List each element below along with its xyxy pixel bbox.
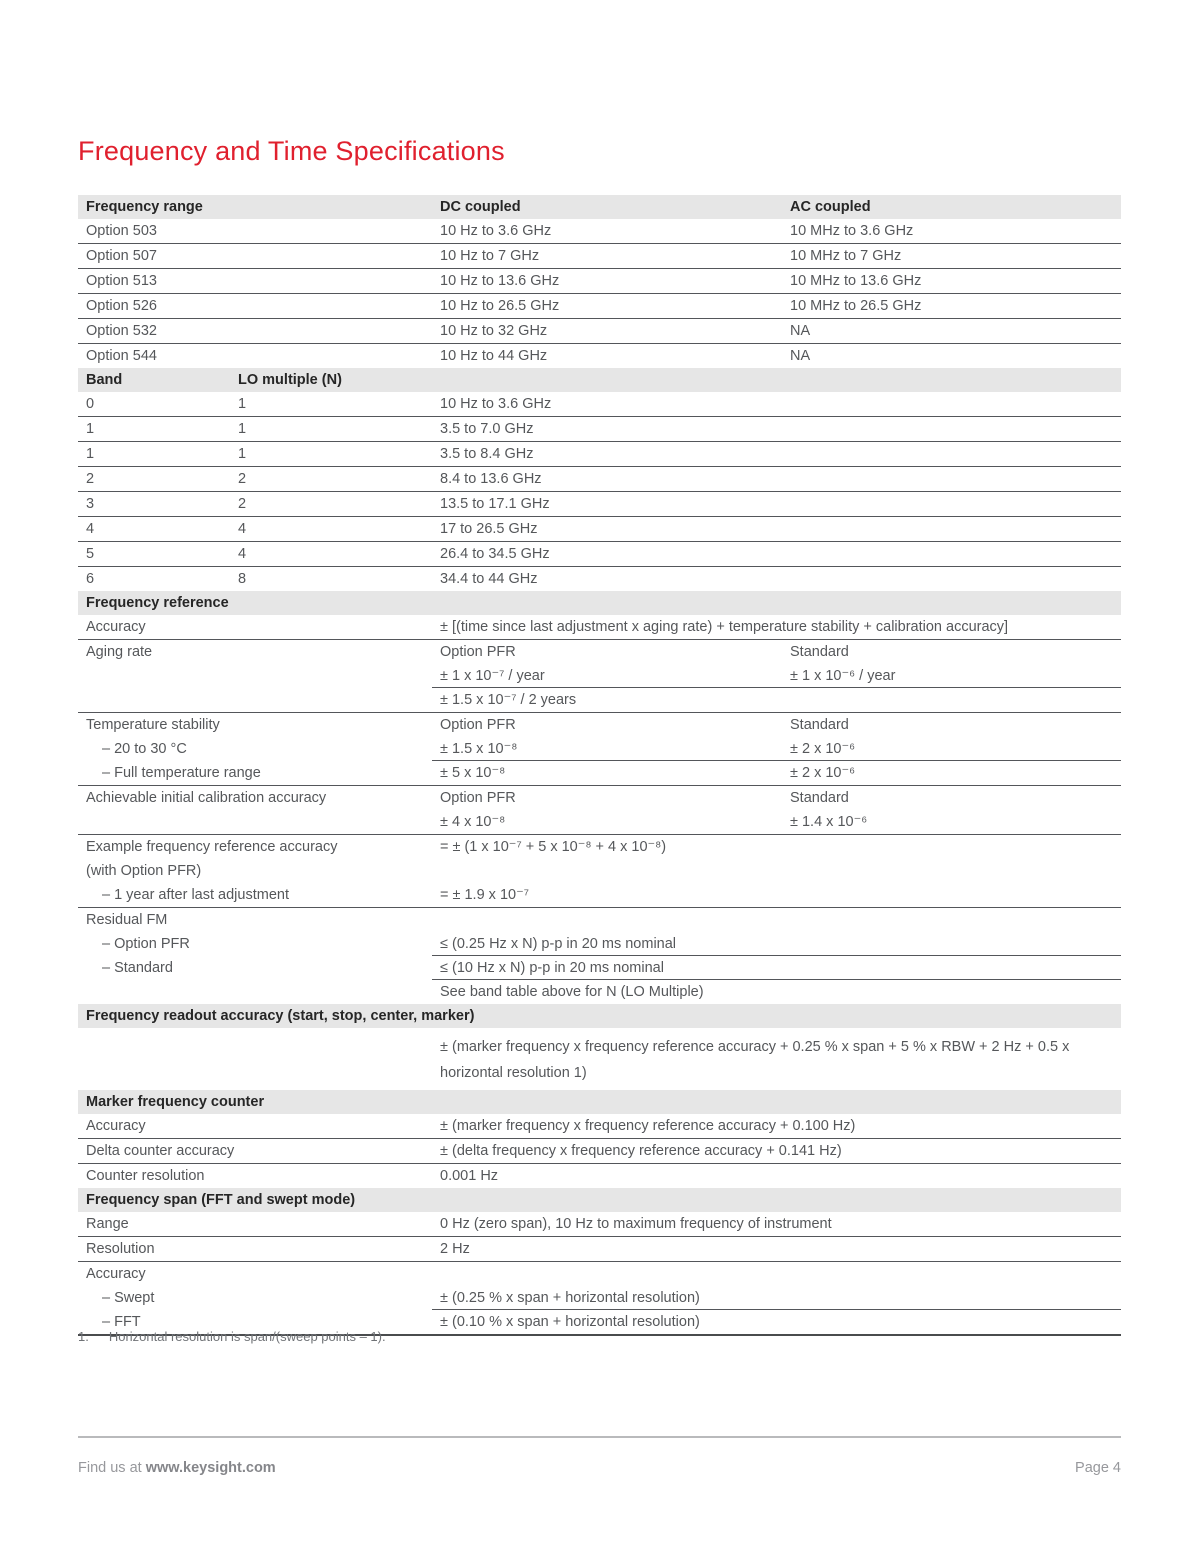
footnote (78, 1329, 386, 1344)
table-row (78, 517, 1121, 542)
cell: 10 Hz to 3.6 GHz (440, 396, 552, 412)
cell: Residual FM (86, 912, 168, 928)
cell: ± 2 x 10⁻⁶ (790, 741, 856, 757)
table-row (78, 1262, 1121, 1286)
table-row (78, 467, 1121, 492)
page-number: Page 4 (1075, 1460, 1121, 1476)
table-row (78, 786, 1121, 810)
cell: Counter resolution (86, 1168, 205, 1184)
cell: 13.5 to 17.1 GHz (440, 496, 550, 512)
spec-table (78, 195, 1121, 1336)
cell: Standard (790, 644, 849, 660)
table-row (78, 688, 1121, 713)
cell: 10 Hz to 7 GHz (440, 248, 540, 264)
table-row (78, 615, 1121, 640)
cell: Standard (790, 717, 849, 733)
cell: ± 1 x 10⁻⁷ / year (440, 668, 545, 684)
cell: ≤ (10 Hz x N) p-p in 20 ms nominal (440, 960, 664, 976)
footnote-text: Horizontal resolution is span/(sweep points – 1). (108, 1329, 386, 1344)
cell: 2 (238, 471, 247, 487)
table-row (78, 883, 1121, 908)
page-title: Frequency and Time Specifications (78, 136, 505, 166)
cell: – Full temperature range (102, 765, 261, 781)
cell: 6 (86, 571, 95, 587)
footer-prefix: Find us at (78, 1460, 146, 1476)
table-row (78, 810, 1121, 835)
cell: = ± (1 x 10⁻⁷ + 5 x 10⁻⁸ + 4 x 10⁻⁸) (440, 839, 667, 855)
table-row (78, 640, 1121, 664)
cell: See band table above for N (LO Multiple) (440, 984, 704, 1000)
table-row (78, 542, 1121, 567)
table-row (78, 417, 1121, 442)
table-row (78, 713, 1121, 737)
cell: ± 1.5 x 10⁻⁷ / 2 years (440, 692, 577, 708)
cell: 3.5 to 8.4 GHz (440, 446, 534, 462)
section-header-row (78, 195, 1121, 219)
column-header: Frequency span (FFT and swept mode) (86, 1192, 356, 1208)
cell: 4 (86, 521, 95, 537)
cell: 8 (238, 571, 247, 587)
table-row (78, 319, 1121, 344)
table-row (78, 1286, 1121, 1310)
column-header: Marker frequency counter (86, 1094, 265, 1110)
cell: Standard (790, 790, 849, 806)
table-row (78, 956, 1121, 980)
column-header: DC coupled (440, 199, 521, 215)
table-row (78, 219, 1121, 244)
cell: Option 526 (86, 298, 157, 314)
table-row (78, 244, 1121, 269)
cell: ± (marker frequency x frequency reference accuracy + 0.100 Hz) (440, 1118, 856, 1134)
cell: ± 5 x 10⁻⁸ (440, 765, 506, 781)
table-row (78, 392, 1121, 417)
table-row (78, 737, 1121, 761)
table-row (78, 761, 1121, 786)
cell: Option 507 (86, 248, 157, 264)
section-header-row (78, 1188, 1121, 1212)
cell: 0 Hz (zero span), 10 Hz to maximum frequency of instrument (440, 1216, 832, 1232)
section-header-row (78, 368, 1121, 392)
cell: 10 MHz to 7 GHz (790, 248, 902, 264)
cell: ± 4 x 10⁻⁸ (440, 814, 506, 830)
footer-website-link[interactable]: www.keysight.com (145, 1460, 276, 1476)
cell: 1 (86, 421, 95, 437)
cell: Example frequency reference accuracy (86, 839, 338, 855)
cell: Range (86, 1216, 129, 1232)
cell: Option PFR (440, 790, 516, 806)
column-header: Frequency reference (86, 595, 229, 611)
cell: NA (790, 323, 811, 339)
table-row (78, 442, 1121, 467)
column-header: LO multiple (N) (238, 372, 342, 388)
cell: Aging rate (86, 644, 153, 660)
table-row (78, 835, 1121, 859)
cell: ± 2 x 10⁻⁶ (790, 765, 856, 781)
cell: ± 1.4 x 10⁻⁶ (790, 814, 868, 830)
cell: – Swept (102, 1290, 155, 1306)
cell: 10 Hz to 26.5 GHz (440, 298, 560, 314)
cell: 10 Hz to 32 GHz (440, 323, 548, 339)
cell: ± 1 x 10⁻⁶ / year (790, 668, 896, 684)
cell: Accuracy (86, 1266, 146, 1282)
footer-find-us (78, 1460, 276, 1476)
cell: 4 (238, 521, 247, 537)
cell: Temperature stability (86, 717, 220, 733)
cell: Option PFR (440, 644, 516, 660)
table-row (78, 1164, 1121, 1188)
cell: Option 544 (86, 348, 157, 364)
cell: ± (marker frequency x frequency reference accuracy + 0.25 % x span + 5 % x RBW + 2 Hz + 0.5 x horizontal resolution 1) (440, 1039, 1070, 1081)
column-header: Frequency range (86, 199, 203, 215)
table-row (78, 269, 1121, 294)
cell: = ± 1.9 x 10⁻⁷ (440, 887, 529, 903)
cell: 1 (238, 446, 247, 462)
cell: Delta counter accuracy (86, 1143, 235, 1159)
cell: 2 (238, 496, 247, 512)
cell: Option 503 (86, 223, 157, 239)
cell: 0.001 Hz (440, 1168, 499, 1184)
cell: 1 (238, 396, 247, 412)
cell: 1 (238, 421, 247, 437)
cell: ≤ (0.25 Hz x N) p-p in 20 ms nominal (440, 936, 677, 952)
table-row (78, 344, 1121, 368)
column-header: Band (86, 372, 123, 388)
section-header-row (78, 1004, 1121, 1028)
cell: – 1 year after last adjustment (102, 887, 289, 903)
cell: Option 513 (86, 273, 157, 289)
table-row (78, 932, 1121, 956)
cell: 10 Hz to 3.6 GHz (440, 223, 552, 239)
table-row (78, 1237, 1121, 1262)
cell: 26.4 to 34.5 GHz (440, 546, 550, 562)
cell: 8.4 to 13.6 GHz (440, 471, 542, 487)
table-row (78, 908, 1121, 932)
table-row (78, 1028, 1121, 1090)
cell: 10 MHz to 3.6 GHz (790, 223, 914, 239)
column-header: AC coupled (790, 199, 871, 215)
page-footer (78, 1436, 1121, 1476)
cell: 10 MHz to 13.6 GHz (790, 273, 922, 289)
table-row (78, 294, 1121, 319)
cell: 2 Hz (440, 1241, 470, 1257)
cell: – Option PFR (102, 936, 190, 952)
cell: Option PFR (440, 717, 516, 733)
cell: ± (0.25 % x span + horizontal resolution) (440, 1290, 700, 1306)
cell: 5 (86, 546, 95, 562)
table-row (78, 1139, 1121, 1164)
footer-divider (78, 1436, 1121, 1438)
column-header: Frequency readout accuracy (start, stop, center, marker) (86, 1008, 475, 1024)
section-header-row (78, 1090, 1121, 1114)
table-row (78, 980, 1121, 1004)
cell: ± [(time since last adjustment x aging rate) + temperature stability + calibration accuracy] (440, 619, 1009, 635)
table-row (78, 664, 1121, 688)
cell: 1 (86, 446, 95, 462)
table-row (78, 1114, 1121, 1139)
cell: Achievable initial calibration accuracy (86, 790, 327, 806)
cell: 10 MHz to 26.5 GHz (790, 298, 922, 314)
table-row (78, 859, 1121, 883)
table-row (78, 492, 1121, 517)
cell: – 20 to 30 °C (102, 741, 187, 757)
table-row (78, 567, 1121, 591)
cell: Accuracy (86, 1118, 146, 1134)
cell: ± (delta frequency x frequency reference accuracy + 0.141 Hz) (440, 1143, 842, 1159)
cell: 34.4 to 44 GHz (440, 571, 538, 587)
cell: 17 to 26.5 GHz (440, 521, 538, 537)
cell: Option 532 (86, 323, 157, 339)
cell: 10 Hz to 13.6 GHz (440, 273, 560, 289)
footnote-marker: 1. (78, 1329, 89, 1344)
cell: – Standard (102, 960, 173, 976)
cell: ± (0.10 % x span + horizontal resolution) (440, 1314, 700, 1330)
cell: Accuracy (86, 619, 146, 635)
cell: 0 (86, 396, 95, 412)
cell: 3 (86, 496, 95, 512)
cell: 4 (238, 546, 247, 562)
cell: – FFT (102, 1314, 141, 1330)
cell: (with Option PFR) (86, 863, 202, 879)
cell: 10 Hz to 44 GHz (440, 348, 548, 364)
cell: NA (790, 348, 811, 364)
cell: 3.5 to 7.0 GHz (440, 421, 534, 437)
cell: Resolution (86, 1241, 155, 1257)
cell: 2 (86, 471, 95, 487)
table-row (78, 1212, 1121, 1237)
section-header-row (78, 591, 1121, 615)
cell: ± 1.5 x 10⁻⁸ (440, 741, 518, 757)
